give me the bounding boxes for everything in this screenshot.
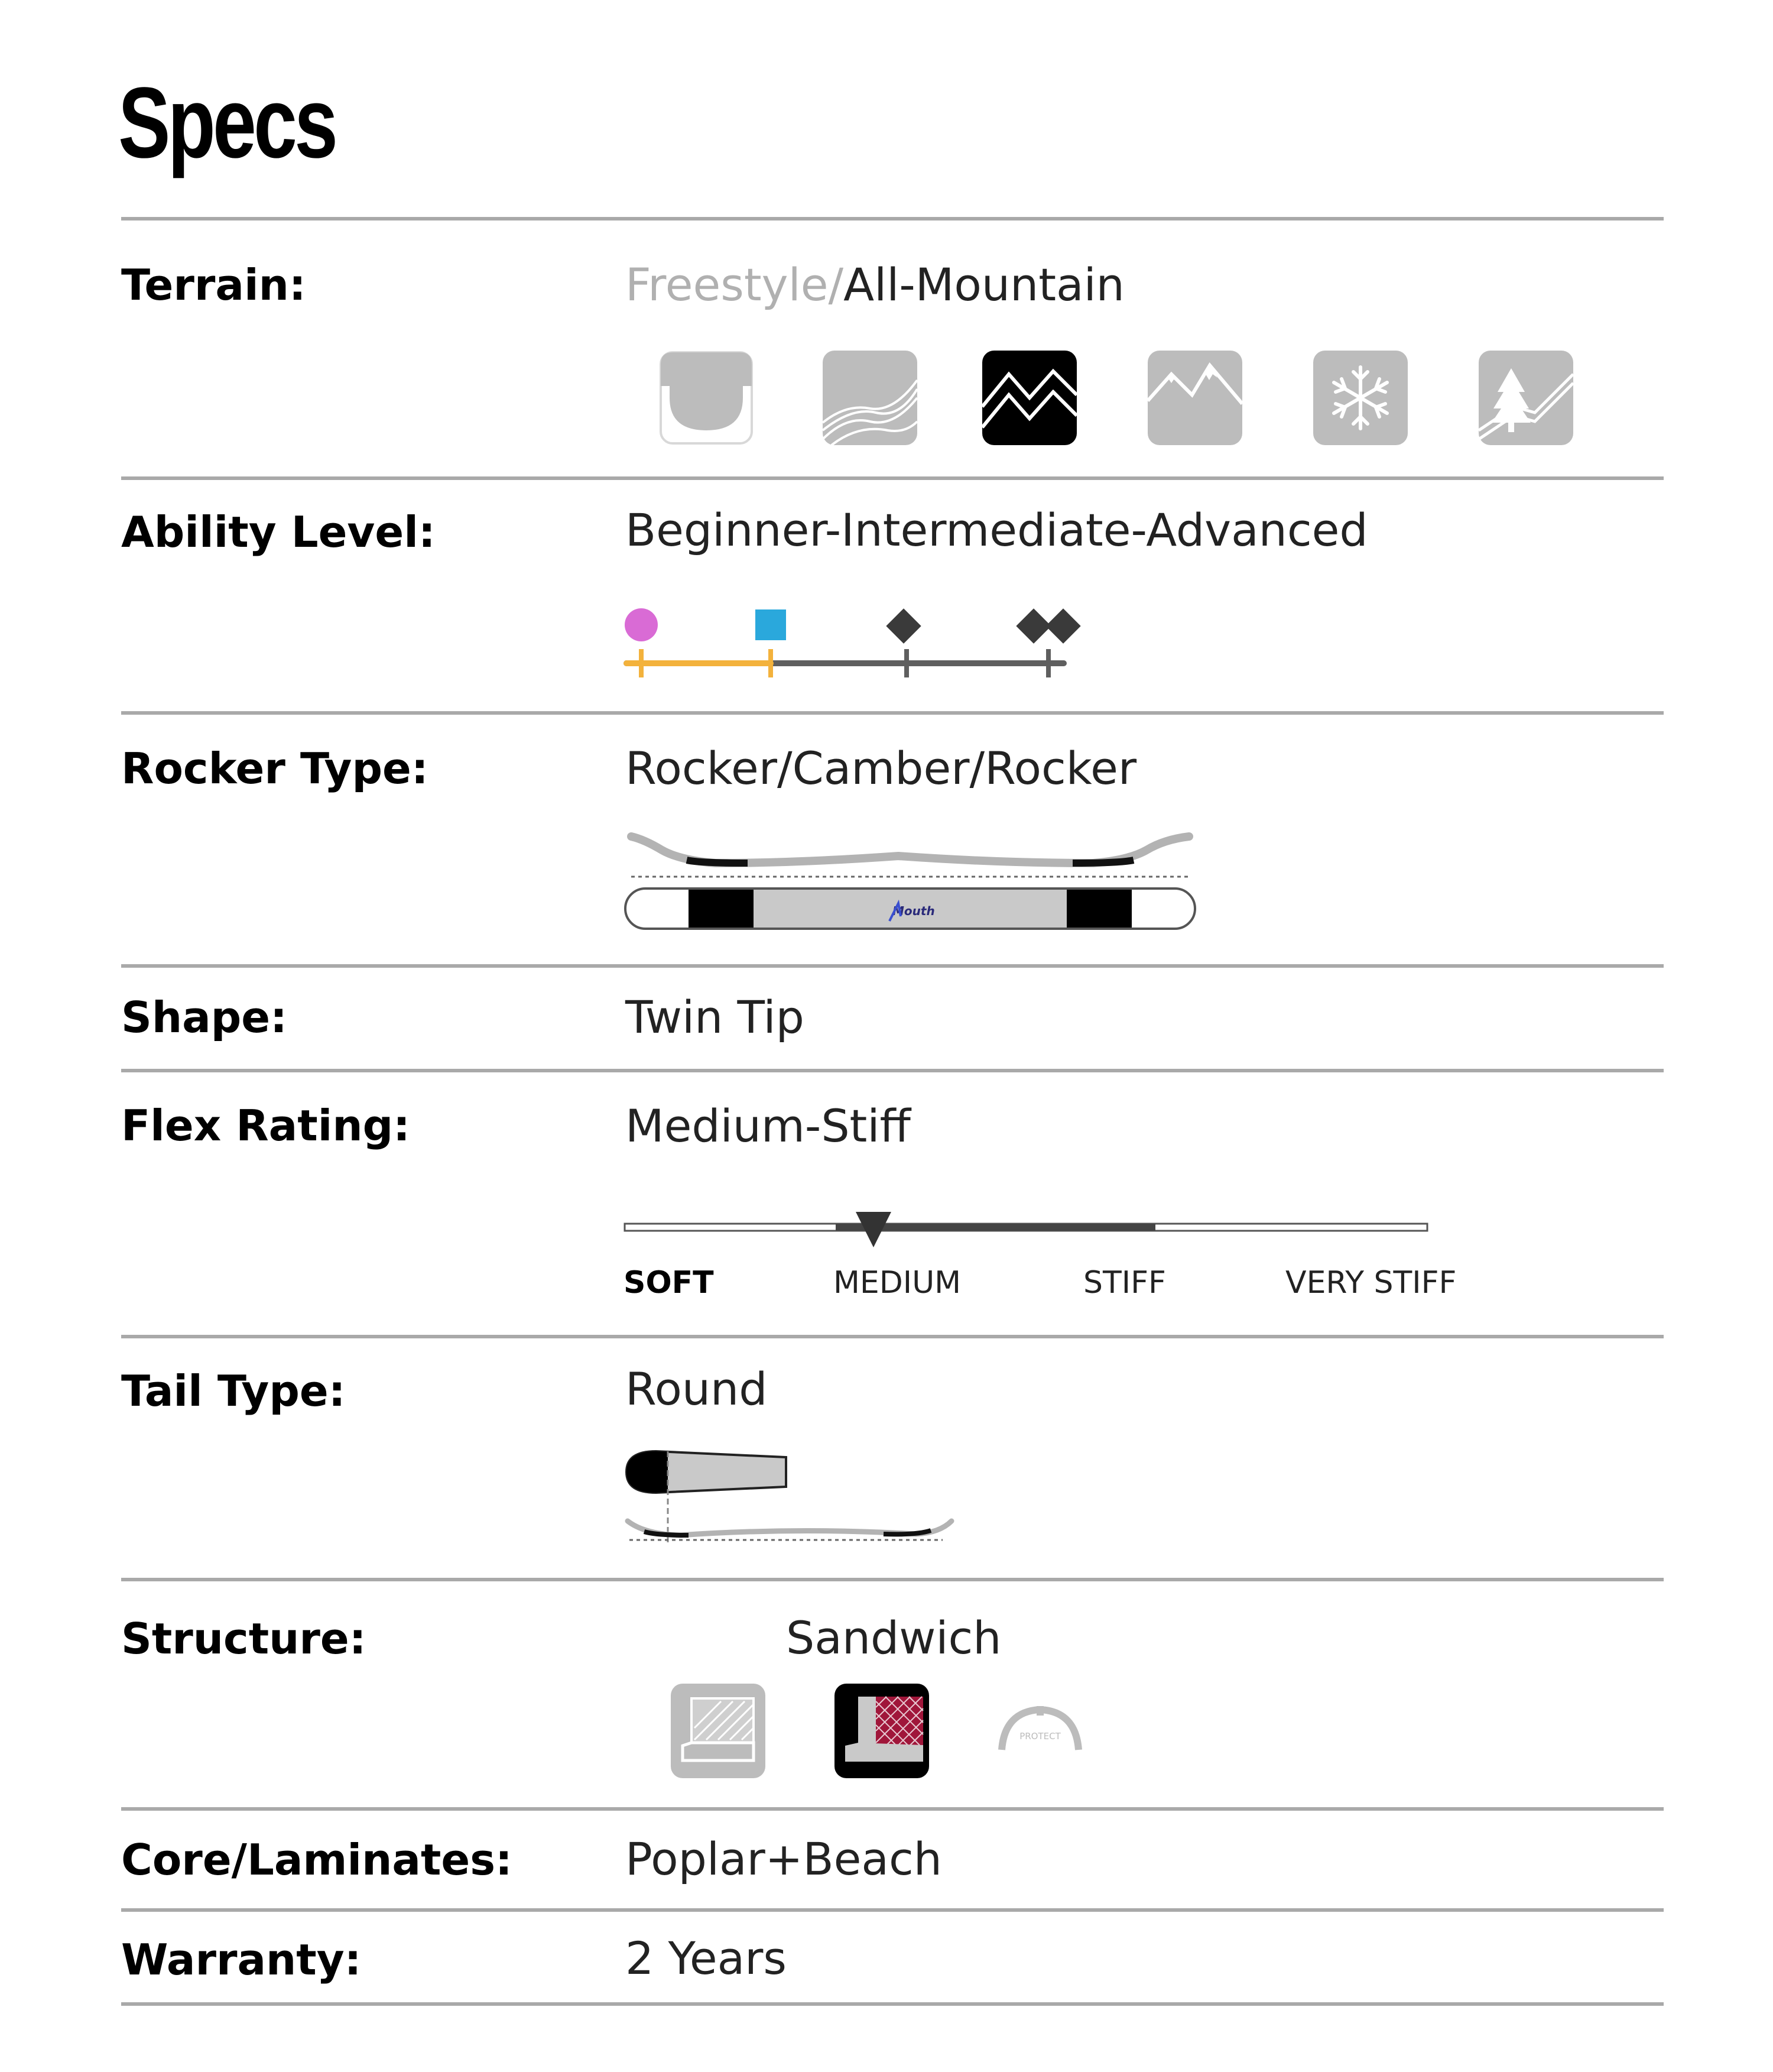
divider — [121, 1335, 1664, 1338]
structure-value: Sandwich — [786, 1611, 1002, 1664]
powder-icon — [1313, 351, 1408, 445]
tail-value: Round — [625, 1363, 768, 1415]
ability-value: Beginner-Intermediate-Advanced — [625, 504, 1368, 556]
round-tail-diagram — [621, 1445, 963, 1552]
sandwich-construction-icon — [834, 1684, 929, 1778]
page-title: Specs — [118, 67, 336, 179]
terrain-label: Terrain: — [121, 260, 306, 310]
flex-scale-medium: MEDIUM — [833, 1265, 962, 1301]
tail-label: Tail Type: — [121, 1366, 346, 1416]
edge-protect-icon — [993, 1703, 1087, 1762]
terrain-value-active: All-Mountain — [843, 258, 1125, 311]
rocker-value: Rocker/Camber/Rocker — [625, 742, 1137, 795]
warranty-label: Warranty: — [121, 1935, 362, 1985]
flex-value: Medium-Stiff — [625, 1100, 911, 1152]
warranty-value: 2 Years — [625, 1932, 787, 1985]
terrain-value-muted: Freestyle/ — [625, 258, 844, 311]
divider — [121, 964, 1664, 968]
divider — [121, 1908, 1664, 1912]
backcountry-icon — [1479, 351, 1573, 445]
freeride-icon — [1148, 351, 1242, 445]
cap-construction-icon — [671, 1684, 765, 1778]
halfpipe-icon — [659, 351, 754, 445]
flex-scale — [621, 1206, 1436, 1253]
ability-scale — [615, 591, 1087, 686]
divider — [121, 2002, 1664, 2006]
divider — [121, 476, 1664, 480]
intermediate-icon — [755, 609, 786, 640]
flex-scale-very-stiff: VERY STIFF — [1285, 1265, 1457, 1301]
flex-label: Flex Rating: — [121, 1101, 410, 1150]
expert-icon — [1045, 608, 1080, 643]
brand-logo: Mouth — [892, 904, 935, 918]
beginner-icon — [625, 608, 658, 641]
core-label: Core/Laminates: — [121, 1835, 512, 1885]
advanced-icon — [886, 608, 921, 643]
flex-scale-stiff: STIFF — [1083, 1265, 1166, 1301]
divider — [121, 1578, 1664, 1581]
terrain-value — [625, 258, 1125, 311]
all-mountain-icon — [982, 351, 1077, 445]
divider — [121, 1069, 1664, 1072]
shape-label: Shape: — [121, 993, 287, 1042]
rocker-profile-diagram — [621, 828, 1200, 934]
flex-scale-soft: SOFT — [624, 1265, 714, 1301]
divider — [121, 711, 1664, 715]
core-value: Poplar+Beach — [625, 1833, 942, 1885]
structure-label: Structure: — [121, 1614, 366, 1664]
rocker-label: Rocker Type: — [121, 744, 428, 793]
park-icon — [823, 351, 917, 445]
ability-label: Ability Level: — [121, 507, 436, 557]
divider — [121, 1807, 1664, 1811]
divider — [121, 217, 1664, 221]
protect-text: PROTECT — [1019, 1731, 1061, 1742]
shape-value: Twin Tip — [625, 991, 804, 1043]
